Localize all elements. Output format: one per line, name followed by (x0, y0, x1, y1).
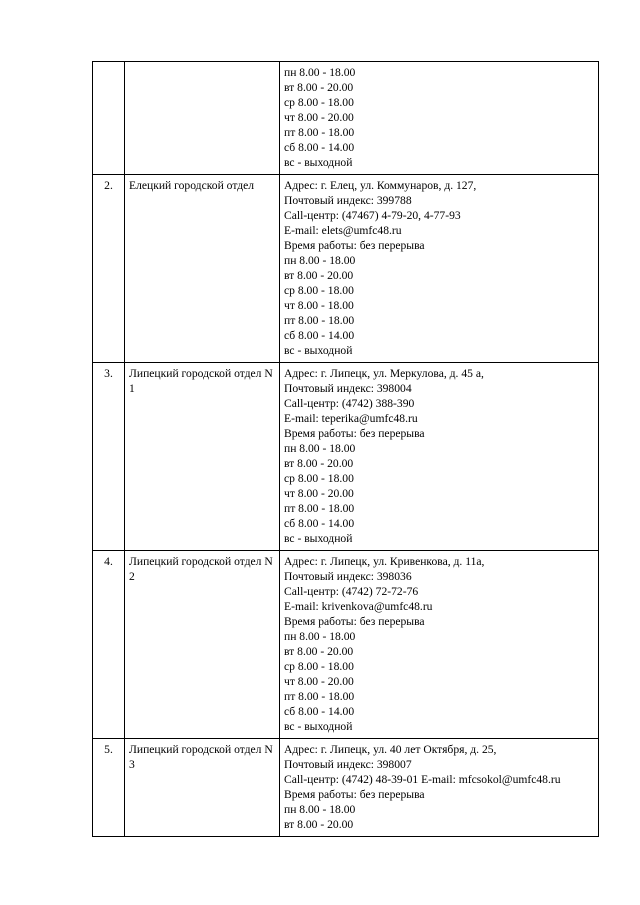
info-line: E-mail: elets@umfc48.ru (284, 224, 402, 237)
table-row (93, 739, 599, 837)
info-line: пн 8.00 - 18.00 (284, 254, 356, 267)
info-line: E-mail: krivenkova@umfc48.ru (284, 600, 433, 613)
info-line: пт 8.00 - 18.00 (284, 690, 355, 703)
info-line: Время работы: без перерыва (284, 615, 425, 628)
info-line: сб 8.00 - 14.00 (284, 517, 355, 530)
info-line: Call-центр: (47467) 4-79-20, 4-77-93 (284, 209, 461, 222)
info-line: сб 8.00 - 14.00 (284, 141, 355, 154)
offices-table-body (93, 62, 599, 837)
office-name: Елецкий городской отдел (125, 175, 280, 363)
table-row (93, 363, 599, 551)
office-name (125, 62, 280, 175)
info-line: Call-центр: (4742) 48-39-01 E-mail: mfcsokol@umfc48.ru (284, 773, 561, 786)
info-line: пт 8.00 - 18.00 (284, 502, 355, 515)
info-line: Call-центр: (4742) 72-72-76 (284, 585, 419, 598)
info-line: Адрес: г. Елец, ул. Коммунаров, д. 127, (284, 179, 477, 192)
info-line: сб 8.00 - 14.00 (284, 329, 355, 342)
office-name: Липецкий городской отдел N 1 (125, 363, 280, 551)
info-line: чт 8.00 - 18.00 (284, 299, 354, 312)
info-line: вт 8.00 - 20.00 (284, 457, 354, 470)
row-number: 5. (93, 739, 125, 837)
info-line: Почтовый индекс: 398036 (284, 570, 412, 583)
row-number: 2. (93, 175, 125, 363)
info-line: ср 8.00 - 18.00 (284, 96, 354, 109)
office-info (280, 363, 599, 551)
info-line: Адрес: г. Липецк, ул. Меркулова, д. 45 а, (284, 367, 484, 380)
info-line: чт 8.00 - 20.00 (284, 111, 354, 124)
office-info (280, 551, 599, 739)
office-info (280, 62, 599, 175)
info-line: пн 8.00 - 18.00 (284, 803, 356, 816)
offices-table (92, 61, 599, 837)
info-line: вт 8.00 - 20.00 (284, 269, 354, 282)
info-line: вс - выходной (284, 720, 353, 733)
info-line: пн 8.00 - 18.00 (284, 66, 356, 79)
row-number: 3. (93, 363, 125, 551)
office-info (280, 739, 599, 837)
office-info (280, 175, 599, 363)
info-line: Call-центр: (4742) 388-390 (284, 397, 415, 410)
info-line: ср 8.00 - 18.00 (284, 284, 354, 297)
info-line: пн 8.00 - 18.00 (284, 442, 356, 455)
info-line: вс - выходной (284, 344, 353, 357)
info-line: Адрес: г. Липецк, ул. Кривенкова, д. 11а, (284, 555, 485, 568)
info-line: вт 8.00 - 20.00 (284, 818, 354, 831)
info-line: вс - выходной (284, 156, 353, 169)
info-line: Почтовый индекс: 399788 (284, 194, 412, 207)
info-line: вт 8.00 - 20.00 (284, 81, 354, 94)
info-line: пт 8.00 - 18.00 (284, 126, 355, 139)
info-line: E-mail: teperika@umfc48.ru (284, 412, 418, 425)
table-row (93, 175, 599, 363)
info-line: ср 8.00 - 18.00 (284, 472, 354, 485)
info-line: пт 8.00 - 18.00 (284, 314, 355, 327)
row-number: 4. (93, 551, 125, 739)
table-row (93, 551, 599, 739)
info-line: чт 8.00 - 20.00 (284, 487, 354, 500)
info-line: чт 8.00 - 20.00 (284, 675, 354, 688)
info-line: пн 8.00 - 18.00 (284, 630, 356, 643)
info-line: Почтовый индекс: 398004 (284, 382, 412, 395)
info-line: Время работы: без перерыва (284, 788, 425, 801)
info-line: вс - выходной (284, 532, 353, 545)
office-name: Липецкий городской отдел N 2 (125, 551, 280, 739)
info-line: сб 8.00 - 14.00 (284, 705, 355, 718)
info-line: Время работы: без перерыва (284, 427, 425, 440)
info-line: вт 8.00 - 20.00 (284, 645, 354, 658)
info-line: Почтовый индекс: 398007 (284, 758, 412, 771)
info-line: Адрес: г. Липецк, ул. 40 лет Октября, д. 25, (284, 743, 497, 756)
row-number (93, 62, 125, 175)
info-line: ср 8.00 - 18.00 (284, 660, 354, 673)
office-name: Липецкий городской отдел N 3 (125, 739, 280, 837)
table-row (93, 62, 599, 175)
info-line: Время работы: без перерыва (284, 239, 425, 252)
